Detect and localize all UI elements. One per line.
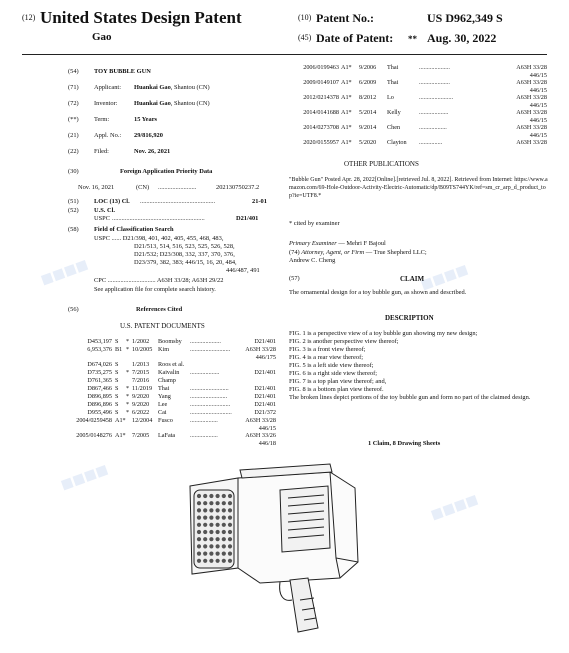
field-22-code: (22) [68, 148, 79, 155]
description-line: FIG. 3 is a front view thereof; [289, 346, 366, 353]
reference-row [289, 64, 547, 72]
reference-dots: ........................... [190, 409, 232, 416]
nozzle-hole [216, 516, 220, 520]
reference-name: Clayton [387, 139, 407, 146]
nozzle-hole [203, 508, 207, 512]
nozzle-hole [228, 552, 232, 556]
reference-no: 2009/0149107 [303, 79, 339, 86]
title-of-invention: TOY BUBBLE GUN [94, 68, 151, 75]
reference-name: Thai [387, 64, 399, 71]
reference-date: 5/2020 [359, 139, 377, 146]
reference-date: 9/2014 [359, 124, 377, 131]
reference-cls: D21/401 [254, 369, 276, 376]
header-rule [22, 54, 547, 55]
nozzle-hole [203, 523, 207, 527]
cited-by-examiner-note: * cited by examiner [289, 220, 340, 227]
code-10: (10) [298, 13, 312, 22]
attorney-label: Attorney, Agent, or Firm [301, 249, 365, 256]
code-45: (45) [298, 33, 312, 42]
nozzle-hole [197, 508, 201, 512]
reference-no: D674,026 [87, 361, 112, 368]
reference-date: 9/2020 [132, 401, 150, 408]
attorney-code: (74) [289, 249, 300, 256]
field-30-code: (30) [68, 168, 79, 175]
reference-date: 7/2005 [132, 432, 150, 439]
nozzle-hole [222, 523, 226, 527]
nozzle-hole [222, 537, 226, 541]
inventor-label: Inventor: [94, 100, 118, 107]
term-code: (**) [68, 116, 79, 123]
field-58-code: (58) [68, 226, 79, 233]
reference-no: 2014/0141688 [303, 109, 339, 116]
reference-cls: A63H 33/28 [516, 94, 547, 101]
reference-date: 8/2012 [359, 94, 377, 101]
nozzle-hole [228, 516, 232, 520]
field-52-code: (52) [68, 207, 79, 214]
primary-examiner-label: Primary Examiner [289, 240, 337, 247]
nozzle-hole [222, 544, 226, 548]
code-12: (12) [22, 13, 36, 22]
reference-no: 2006/0199463 [303, 64, 339, 71]
uspc-value: D21/401 [236, 215, 259, 222]
reference-dots: ................... [190, 369, 220, 376]
reference-kind: S [115, 401, 119, 408]
nozzle-hole [216, 530, 220, 534]
nozzle-hole [216, 508, 220, 512]
appl-no-label: Appl. No.: [94, 132, 122, 139]
other-publications-heading: OTHER PUBLICATIONS [344, 160, 419, 168]
nozzle-hole [203, 559, 207, 563]
reference-no: D896,896 [87, 401, 112, 408]
reference-row [68, 393, 276, 401]
reference-cls: A63H 33/28 [516, 79, 547, 86]
applicant-location: , Shantou (CN) [170, 84, 210, 91]
reference-name: LaFata [158, 432, 176, 439]
uspc-dots: .......................................................... [112, 215, 205, 222]
reference-row [68, 432, 276, 440]
reference-cls: D21/401 [254, 385, 276, 392]
claim-heading: CLAIM [400, 275, 425, 283]
reference-name: Thai [387, 79, 399, 86]
reference-name: Lee [158, 401, 168, 408]
nozzle-hole [228, 537, 232, 541]
search-history-note: See application file for complete search history. [94, 286, 216, 293]
reference-row [68, 417, 276, 425]
nozzle-hole [209, 530, 213, 534]
description-line: FIG. 4 is a rear view thereof; [289, 354, 363, 361]
reference-row [68, 401, 276, 409]
reference-name: Yang [158, 393, 171, 400]
search-line-3: D21/532; D23/308, 332, 337, 370, 376, [134, 251, 235, 258]
field-21-code: (21) [68, 132, 79, 139]
reference-no: D955,496 [87, 409, 112, 416]
claim-code: (57) [289, 275, 300, 282]
filed-label: Filed: [94, 148, 109, 155]
nozzle-hole [216, 501, 220, 505]
other-publication-entry: "Bubble Gun" Posted Apr. 28, 2022[Online].[retrieved Jul. 8, 2022]. Retrieved from Internet: https://www.amazon.com/69-Hole-Outdoor-Activity-Electric-Automatic/dp/B09TS744YK/ref=sm_cr_arp_d_product_top?ie=UTF8.* [289, 177, 548, 199]
reference-cls2: 446/15 [258, 425, 276, 432]
reference-row-cont [68, 440, 276, 448]
reference-cls2: 446/15 [529, 117, 547, 124]
reference-row [68, 338, 276, 346]
reference-cls: A63H 33/28 [245, 346, 276, 353]
watermark: ■■■■ [38, 257, 91, 288]
reference-date: 1/2013 [132, 361, 150, 368]
description-line: FIG. 5 is a left side view thereof; [289, 362, 374, 369]
reference-kind: A1* [341, 109, 352, 116]
reference-row [68, 409, 276, 417]
description-line: FIG. 6 is a right side view thereof; [289, 370, 378, 377]
reference-name: Kaivalin [158, 369, 180, 376]
reference-name: Cai [158, 409, 167, 416]
description-line: FIG. 7 is a top plan view thereof; and, [289, 378, 387, 385]
attorney-name: — True Shepherd LLC; [364, 249, 427, 256]
nozzle-hole [209, 516, 213, 520]
field-56-code: (56) [68, 306, 79, 313]
reference-date: 1/2002 [132, 338, 150, 345]
nozzle-hole [209, 544, 213, 548]
reference-date: 7/2016 [132, 377, 150, 384]
applicant-name: Huankai Gao [134, 84, 171, 91]
reference-kind: S [115, 409, 119, 416]
reference-cls: D21/401 [254, 393, 276, 400]
reference-dots: .......................... [190, 401, 231, 408]
reference-date: 6/2009 [359, 79, 377, 86]
description-heading: DESCRIPTION [385, 314, 434, 322]
nozzle-hole [203, 516, 207, 520]
reference-date: 12/2004 [132, 417, 153, 424]
reference-cls2: 446/18 [258, 440, 276, 447]
nozzle-hole [209, 552, 213, 556]
reference-no: 2012/0214378 [303, 94, 339, 101]
reference-date: 10/2005 [132, 346, 153, 353]
reference-dots: ................... [419, 109, 449, 116]
uspc-label: USPC [94, 215, 110, 222]
nozzle-hole [228, 559, 232, 563]
reference-dots: .................... [419, 79, 450, 86]
reference-dots: ............... [419, 139, 443, 146]
reference-name: Kelly [387, 109, 401, 116]
field-search-label: Field of Classification Search [94, 226, 174, 233]
nozzle-hole [222, 552, 226, 556]
patent-no-label: Patent No.: [316, 11, 374, 25]
reference-cls: D21/401 [254, 338, 276, 345]
nozzle-hole [197, 516, 201, 520]
nozzle-hole [209, 559, 213, 563]
priority-country: (CN) [136, 184, 150, 191]
nozzle-hole [209, 494, 213, 498]
reference-cls: A63H 33/28 [516, 109, 547, 116]
nozzle-hole [197, 530, 201, 534]
reference-cls2: 446/15 [529, 87, 547, 94]
reference-row [289, 109, 547, 117]
term-value: 15 Years [134, 116, 158, 123]
reference-cls: D21/401 [254, 401, 276, 408]
priority-dots: ........................ [158, 184, 197, 191]
reference-kind: A1* [341, 64, 352, 71]
nozzle-hole [203, 501, 207, 505]
nozzle-hole [197, 537, 201, 541]
nozzle-hole [203, 530, 207, 534]
priority-number: 202130750237.2 [216, 184, 260, 191]
search-line-1: USPC ...... D21/398, 401, 402, 405, 455, 468, 483, [94, 235, 224, 242]
reference-date: 9/2006 [359, 64, 377, 71]
reference-star: * [126, 385, 130, 392]
nozzle-hole [209, 523, 213, 527]
watermark: ■■■■ [418, 262, 471, 293]
reference-name: Champ [158, 377, 176, 384]
patent-date: Aug. 30, 2022 [427, 31, 497, 45]
us-cl-label: U.S. Cl. [94, 207, 115, 214]
reference-dots: .................. [419, 124, 447, 131]
inventor-location: , Shantou (CN) [170, 100, 210, 107]
reference-date: 6/2022 [132, 409, 150, 416]
reference-no: D896,895 [87, 393, 112, 400]
reference-kind: S [115, 338, 119, 345]
references-cited-heading: References Cited [136, 306, 183, 313]
nozzle-hole [228, 530, 232, 534]
inventor-name: Huankai Gao [134, 100, 171, 107]
reference-row [289, 94, 547, 102]
reference-date: 7/2015 [132, 369, 150, 376]
reference-kind: S [115, 385, 119, 392]
reference-star: * [126, 369, 130, 376]
description-line: The broken lines depict portions of the toy bubble gun and form no part of the claimed design. [289, 394, 531, 401]
reference-cls2: 446/15 [529, 72, 547, 79]
nozzle-hole [222, 530, 226, 534]
nozzle-hole [209, 501, 213, 505]
nozzle-hole [222, 516, 226, 520]
us-patent-docs-heading: U.S. PATENT DOCUMENTS [120, 322, 205, 330]
claim-text: The ornamental design for a toy bubble gun, as shown and described. [289, 289, 467, 296]
reference-name: Fusco [158, 417, 173, 424]
reference-kind: A1* [341, 94, 352, 101]
nozzle-hole [222, 559, 226, 563]
search-line-cpc: CPC .............................. A63H 33/28; A63H 29/22 [94, 277, 224, 284]
search-line-4: D23/379, 382, 383; 446/15, 16, 20, 484, [134, 259, 237, 266]
reference-no: 2020/0155957 [303, 139, 339, 146]
reference-row [289, 139, 547, 147]
nozzle-hole [216, 552, 220, 556]
reference-row [68, 369, 276, 377]
reference-name: Boomsby [158, 338, 182, 345]
nozzle-hole [222, 501, 226, 505]
reference-date: 9/2020 [132, 393, 150, 400]
reference-star: * [126, 338, 130, 345]
reference-kind: B1 [115, 346, 123, 353]
reference-no: 2005/0148276 [76, 432, 112, 439]
reference-dots: .................. [190, 432, 218, 439]
loc-value: 21-01 [252, 198, 267, 205]
attorney-name-2: Andrew C. Cheng [289, 257, 336, 264]
field-72-code: (72) [68, 100, 79, 107]
reference-name: Thai [158, 385, 170, 392]
primary-examiner-name: — Mehri F Bajoul [336, 240, 386, 247]
reference-no: D735,275 [87, 369, 112, 376]
nozzle-hole [222, 508, 226, 512]
reference-kind: A1* [341, 79, 352, 86]
date-label: Date of Patent: [316, 31, 394, 45]
nozzle-hole [228, 494, 232, 498]
loc-label: LOC (13) Cl. [94, 198, 130, 205]
bubble-gun-drawing [180, 450, 400, 645]
nozzle-hole [197, 501, 201, 505]
nozzle-hole [197, 552, 201, 556]
reference-cls: A63H 33/28 [516, 64, 547, 71]
term-label: Term: [94, 116, 110, 123]
reference-dots: .................... [190, 338, 221, 345]
nozzle-hole [197, 523, 201, 527]
description-line: FIG. 8 is a bottom plan view thereof. [289, 386, 384, 393]
patent-type-title: United States Design Patent [40, 8, 242, 27]
reference-row [68, 346, 276, 354]
reference-cls: A63H 33/28 [516, 124, 547, 131]
reference-kind: S [115, 377, 119, 384]
reference-date: 5/2014 [359, 109, 377, 116]
reference-cls2: 446/15 [529, 132, 547, 139]
appl-no-value: 29/816,920 [134, 132, 163, 139]
reference-name: Lo [387, 94, 394, 101]
watermark: ■■■■ [58, 462, 111, 493]
reference-name: Roos et al. [158, 361, 185, 368]
foreign-priority-heading: Foreign Application Priority Data [120, 168, 213, 175]
reference-dots: ........................ [190, 393, 228, 400]
reference-star: * [126, 401, 130, 408]
reference-dots: .................. [190, 417, 218, 424]
applicant-label: Applicant: [94, 84, 121, 91]
reference-kind: S [115, 361, 119, 368]
reference-no: D761,365 [87, 377, 112, 384]
reference-no: D867,466 [87, 385, 112, 392]
reference-name: Kim [158, 346, 170, 353]
description-line: FIG. 1 is a perspective view of a toy bubble gun showing my new design; [289, 330, 478, 337]
reference-cls: D21/372 [254, 409, 276, 416]
reference-dots: .......................... [190, 346, 231, 353]
nozzle-hole [203, 494, 207, 498]
reference-row [68, 385, 276, 393]
nozzle-hole [228, 501, 232, 505]
reference-no: 2004/0259458 [76, 417, 112, 424]
reference-no: D453,197 [87, 338, 112, 345]
reference-kind: A1* [341, 124, 352, 131]
reference-kind: S [115, 393, 119, 400]
nozzle-hole [203, 544, 207, 548]
nozzle-hole [203, 537, 207, 541]
nozzle-hole [209, 537, 213, 541]
reference-row [68, 361, 276, 369]
reference-name: Chen [387, 124, 401, 131]
nozzle-hole [203, 552, 207, 556]
reference-cls: A63H 33/28 [245, 417, 276, 424]
reference-no: 6,953,376 [87, 346, 112, 353]
reference-cls2: 446/15 [529, 102, 547, 109]
search-line-2: D21/513, 514, 516, 523, 525, 526, 528, [134, 243, 235, 250]
nozzle-hole [222, 494, 226, 498]
reference-cls: A63H 33/28 [516, 139, 547, 146]
reference-row [289, 79, 547, 87]
reference-no: 2014/0273708 [303, 124, 339, 131]
nozzle-hole [216, 544, 220, 548]
field-54-code: (54) [68, 68, 79, 75]
reference-date: 11/2019 [132, 385, 153, 392]
claims-and-sheets: 1 Claim, 8 Drawing Sheets [368, 440, 441, 447]
inventor-surname: Gao [92, 31, 112, 43]
filed-value: Nov. 26, 2021 [134, 148, 171, 155]
search-line-5: 446/487, 491 [226, 267, 260, 274]
field-71-code: (71) [68, 84, 79, 91]
reference-kind: A1* [341, 139, 352, 146]
reference-cls2: 446/175 [255, 354, 276, 361]
loc-dots: ............................................... [140, 198, 216, 205]
description-body [289, 330, 547, 402]
watermark: ■■■■ [428, 492, 481, 523]
description-line: FIG. 2 is another perspective view thereof; [289, 338, 399, 345]
term-star: ** [408, 34, 417, 44]
nozzle-hole [197, 544, 201, 548]
reference-kind: S [115, 369, 119, 376]
reference-star: * [126, 393, 130, 400]
reference-dots: ......................... [190, 385, 229, 392]
reference-row [68, 377, 276, 385]
nozzle-hole [216, 494, 220, 498]
priority-date: Nov. 16, 2021 [78, 184, 115, 191]
nozzle-hole [197, 559, 201, 563]
reference-cls: A63H 33/26 [245, 432, 276, 439]
nozzle-hole [228, 523, 232, 527]
nozzle-hole [228, 544, 232, 548]
reference-dots: ...................... [419, 94, 454, 101]
reference-star: * [126, 346, 130, 353]
field-51-code: (51) [68, 198, 79, 205]
nozzle-hole [216, 523, 220, 527]
nozzle-hole [216, 559, 220, 563]
nozzle-hole [197, 494, 201, 498]
reference-row [289, 124, 547, 132]
reference-dots: .................... [419, 64, 450, 71]
nozzle-hole [216, 537, 220, 541]
reference-kind: A1* [115, 417, 126, 424]
patent-number: US D962,349 S [427, 11, 503, 25]
nozzle-hole [209, 508, 213, 512]
nozzle-hole [228, 508, 232, 512]
reference-star: * [126, 409, 130, 416]
reference-kind: A1* [115, 432, 126, 439]
